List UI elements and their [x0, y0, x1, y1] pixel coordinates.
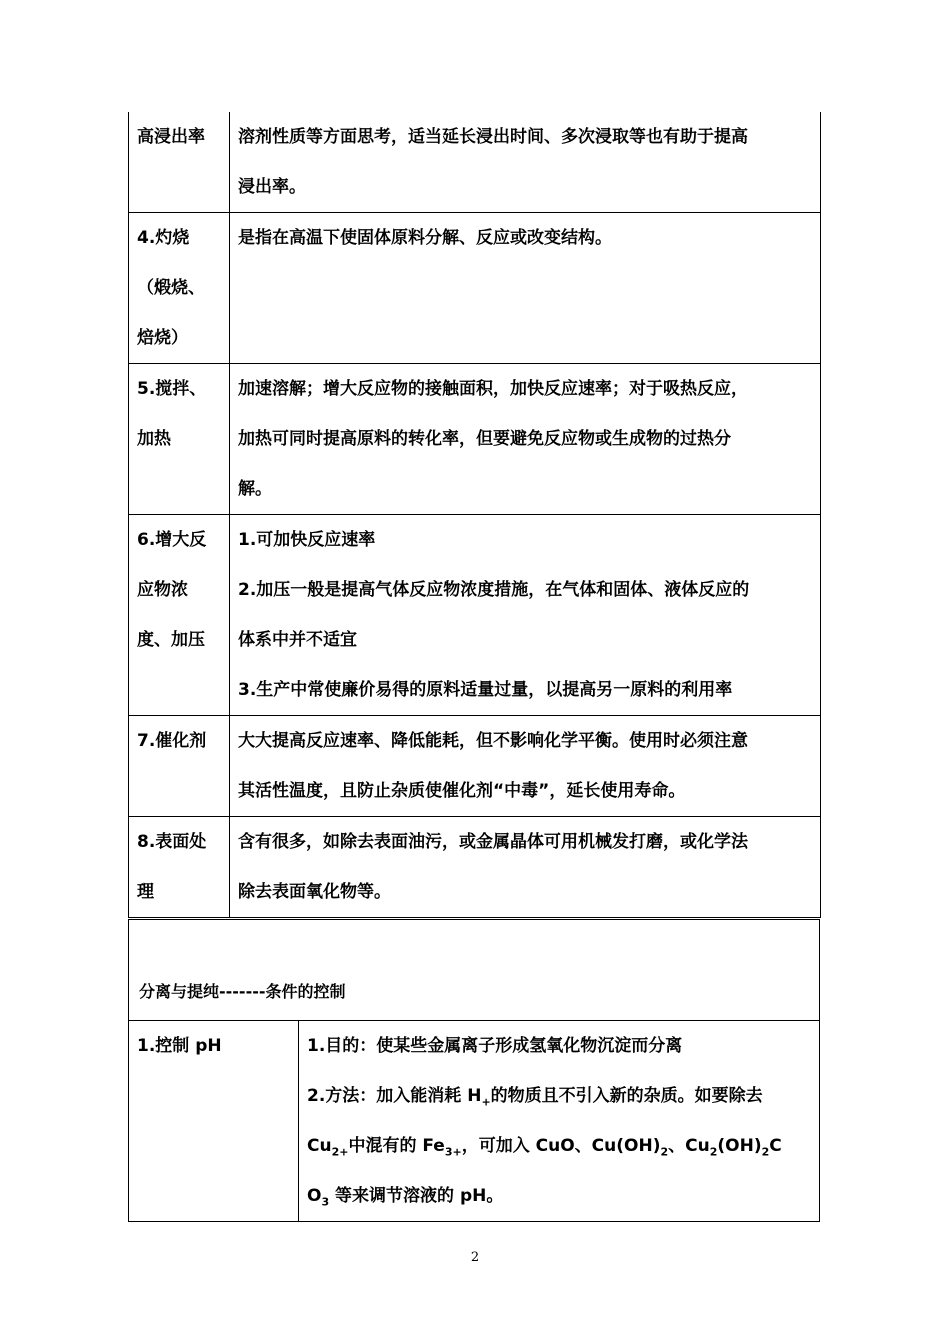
description-line: 2.方法：加入能消耗 $H_+$的物质且不引入新的杂质。如要除去 — [307, 1086, 763, 1109]
row-label-line: （煅烧、 — [137, 278, 205, 298]
description-line: 含有很多，如除去表面油污，或金属晶体可用机械发打磨，或化学法 — [238, 832, 748, 852]
description-line: 2.加压一般是提高气体反应物浓度措施，在气体和固体、液体反应的 — [238, 580, 750, 600]
page-number: 2 — [470, 1250, 480, 1265]
table-row — [129, 213, 821, 364]
row-label-line: 应物浓 — [137, 580, 188, 600]
row-description — [230, 112, 821, 213]
row-description — [230, 515, 821, 716]
row-label-line: 理 — [137, 882, 154, 902]
description-line: 体系中并不适宜 — [238, 630, 357, 650]
description-line: 其活性温度，且防止杂质使催化剂“中毒”，延长使用寿命。 — [238, 781, 686, 801]
row-label — [129, 213, 230, 364]
description-line: $Cu_{2+}$中混有的 $Fe_{3+}$，可加入 CuO、$Cu(OH)_2$、$Cu_2(OH)_2C$ — [307, 1136, 782, 1159]
process-conditions-table — [128, 112, 821, 918]
row-label-line: 7.催化剂 — [137, 731, 207, 751]
table-row — [129, 1021, 820, 1222]
table-row — [129, 515, 821, 716]
row-label — [129, 112, 230, 213]
row-label — [129, 716, 230, 817]
description-line: $O_3$ 等来调节溶液的 pH。 — [307, 1186, 504, 1209]
row-label-line: 加热 — [137, 429, 171, 449]
row-description — [230, 716, 821, 817]
description-line: 1.可加快反应速率 — [238, 530, 376, 550]
row-description — [230, 364, 821, 515]
row-label-line: 度、加压 — [137, 630, 205, 650]
description-line: 3.生产中常使廉价易得的原料适量过量，以提高另一原料的利用率 — [238, 680, 733, 700]
row-label-line: 焙烧） — [137, 328, 188, 348]
row-label — [129, 515, 230, 716]
table-row — [129, 817, 821, 918]
description-line: 大大提高反应速率、降低能耗，但不影响化学平衡。使用时必须注意 — [238, 731, 748, 751]
section-header-cell — [128, 919, 820, 1021]
description-line: 加热可同时提高原料的转化率，但要避免反应物或生成物的过热分 — [238, 429, 731, 449]
description-line: 浸出率。 — [238, 177, 306, 197]
row-label-line: 4.灼烧 — [137, 228, 190, 248]
separation-table — [128, 1021, 820, 1222]
row-label — [129, 1021, 299, 1222]
description-line: 解。 — [238, 479, 272, 499]
description-line: 除去表面氧化物等。 — [238, 882, 391, 902]
description-line: 是指在高温下使固体原料分解、反应或改变结构。 — [238, 228, 612, 248]
row-label-text: 1.控制 pH — [137, 1036, 222, 1056]
description-line: 1.目的：使某些金属离子形成氢氧化物沉淀而分离 — [307, 1036, 683, 1056]
table-row — [129, 364, 821, 515]
row-label-line: 5.搅拌、 — [137, 379, 207, 399]
row-label — [129, 364, 230, 515]
row-description — [230, 213, 821, 364]
description-line: 加速溶解；增大反应物的接触面积，加快反应速率；对于吸热反应， — [238, 379, 748, 399]
row-label-line: 8.表面处 — [137, 832, 207, 852]
table-row — [129, 112, 821, 213]
table-row — [129, 716, 821, 817]
row-label-line: 6.增大反 — [137, 530, 207, 550]
row-label — [129, 817, 230, 918]
row-label-line: 高浸出率 — [137, 127, 205, 147]
section-title: 分离与提纯-------条件的控制 — [139, 982, 346, 1001]
row-description — [299, 1021, 820, 1222]
row-description — [230, 817, 821, 918]
description-line: 溶剂性质等方面思考，适当延长浸出时间、多次浸取等也有助于提高 — [238, 127, 748, 147]
